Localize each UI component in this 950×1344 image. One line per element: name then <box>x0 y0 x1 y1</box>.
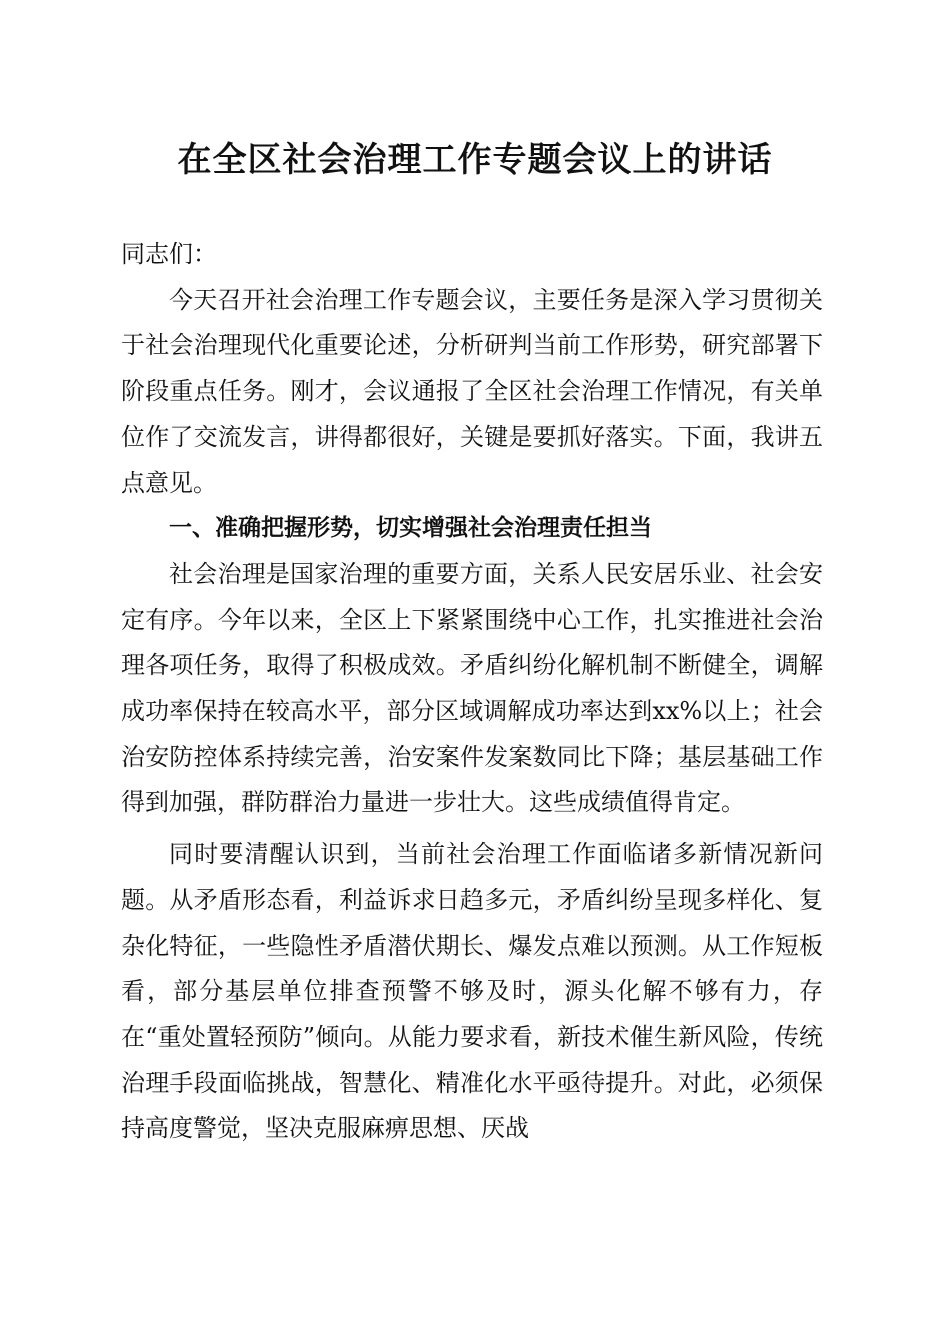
paragraph-challenges: 同时要清醒认识到，当前社会治理工作面临诸多新情况新问题。从矛盾形态看，利益诉求日趋多元，矛盾纠纷呈现多样化、复杂化特征，一些隐性矛盾潜伏期长、爆发点难以预测。从工作短板看，部分基层单位排查预警不够及时，源头化解不够有力，存在“重处置轻预防”倾向。从能力要求看，新技术催生新风险，传统治理手段面临挑战，智慧化、精准化水平亟待提升。对此，必须保持高度警觉，坚决克服麻痹思想、厌战 <box>121 840 823 1143</box>
document-body <box>121 232 823 1152</box>
document-title: 在全区社会治理工作专题会议上的讲话 <box>177 140 773 180</box>
section-heading-1: 一、准确把握形势，切实增强社会治理责任担当 <box>169 515 652 542</box>
paragraph-achievements: 社会治理是国家治理的重要方面，关系人民安居乐业、社会安定有序。今年以来，全区上下紧紧围绕中心工作，扎实推进社会治理各项任务，取得了积极成效。矛盾纠纷化解机制不断健全，调解成功率保持在较高水平，部分区域调解成功率达到xx%以上；社会治安防控体系持续完善，治安案件发案数同比下降；基层基础工作得到加强，群防群治力量进一步壮大。这些成绩值得肯定。 <box>121 559 823 817</box>
paragraph-intro: 今天召开社会治理工作专题会议，主要任务是深入学习贯彻关于社会治理现代化重要论述，分析研判当前工作形势，研究部署下阶段重点任务。刚才，会议通报了全区社会治理工作情况，有关单位作了交流发言，讲得都很好，关键是要抓好落实。下面，我讲五点意见。 <box>121 285 823 497</box>
salutation: 同志们： <box>121 240 217 268</box>
